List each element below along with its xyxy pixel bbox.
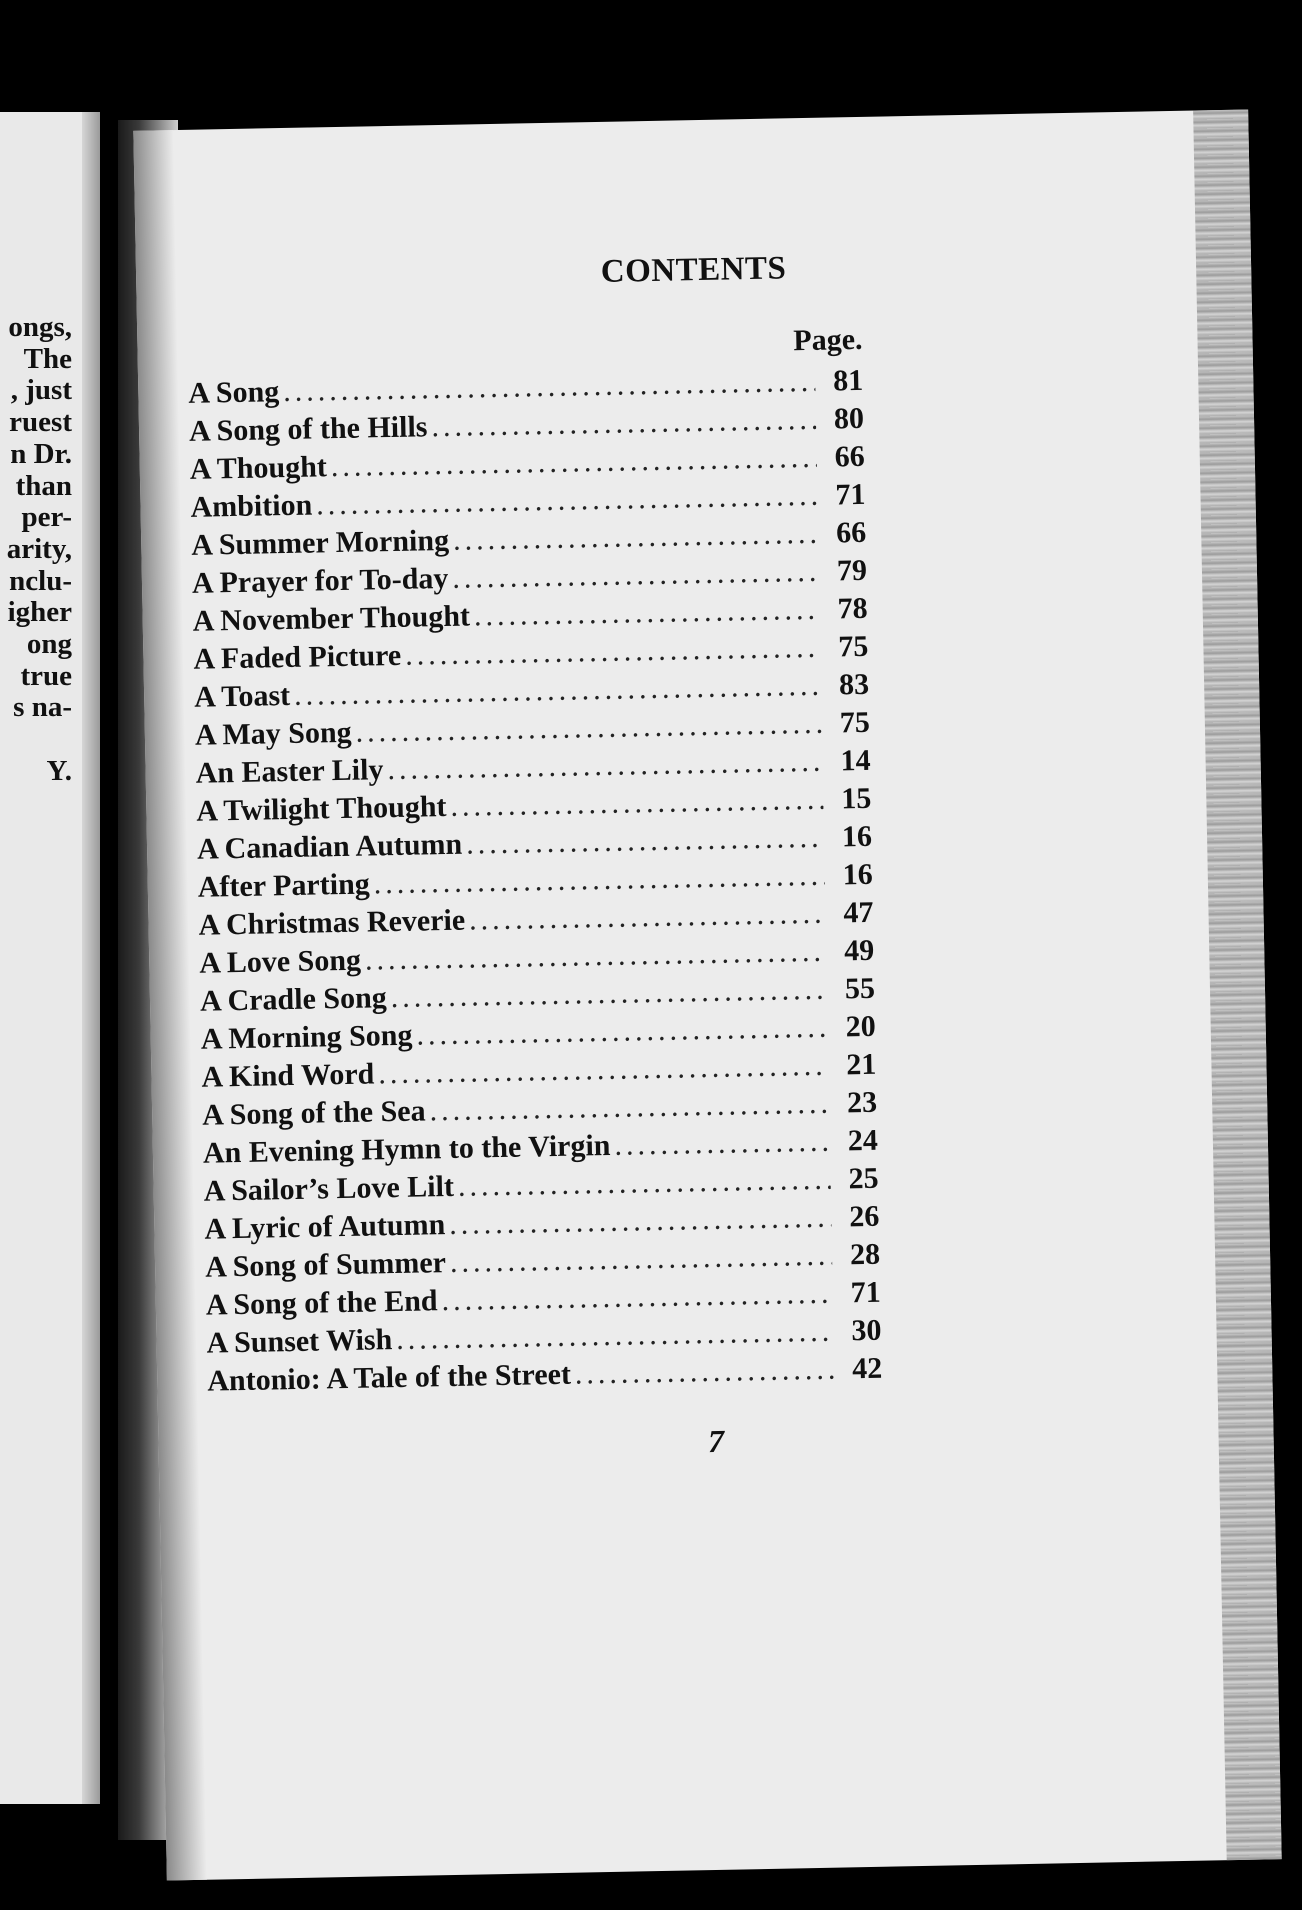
toc-entry-page: 24 <box>847 1123 879 1158</box>
toc-entry-page: 47 <box>843 895 874 930</box>
toc-entry-title: A Song of the End <box>205 1284 438 1322</box>
toc-entry-title: Ambition <box>190 488 313 524</box>
toc-entry-page: 81 <box>832 363 864 398</box>
toc-entry-title: Antonio: A Tale of the Street <box>207 1357 572 1398</box>
page-column-header: Page. <box>792 322 863 358</box>
toc-entry-title: A Kind Word <box>201 1057 375 1094</box>
table-of-contents <box>187 322 883 1401</box>
text-line: per- <box>21 501 72 534</box>
text-line: s na- <box>13 691 72 724</box>
toc-entries <box>188 362 883 1401</box>
toc-entry-title: A Christmas Reverie <box>198 903 466 942</box>
toc-entry-page: 14 <box>840 743 871 778</box>
toc-entry-title: After Parting <box>197 867 371 904</box>
toc-entry-title: A Sunset Wish <box>206 1323 393 1360</box>
dot-leader <box>614 1123 830 1165</box>
toc-entry-page: 71 <box>835 477 866 512</box>
text-line: nclu- <box>9 564 72 597</box>
toc-entry-page: 75 <box>839 705 871 740</box>
toc-entry-title: An Evening Hymn to the Virgin <box>202 1128 611 1170</box>
toc-entry-title: A Toast <box>193 678 291 714</box>
toc-entry-page: 83 <box>838 667 870 702</box>
toc-entry-title: A Song of Summer <box>204 1246 447 1284</box>
toc-entry-title: A Song of the Hills <box>188 410 428 448</box>
toc-entry-page: 80 <box>833 401 865 436</box>
toc-entry-page: 75 <box>838 629 869 664</box>
text-line: true <box>20 659 72 692</box>
toc-entry-page: 42 <box>851 1351 883 1386</box>
toc-entry-page: 66 <box>834 439 866 474</box>
toc-entry-page: 20 <box>845 1009 876 1044</box>
toc-entry-page: 79 <box>836 553 868 588</box>
text-line: ong <box>26 628 72 661</box>
toc-entry-title: A Lyric of Autumn <box>204 1208 446 1246</box>
toc-entry-page: 23 <box>846 1085 878 1120</box>
text-line: igher <box>7 596 72 629</box>
toc-entry-title: A Canadian Autumn <box>196 827 463 866</box>
toc-entry-page: 78 <box>837 591 868 626</box>
text-line: The <box>23 342 72 375</box>
toc-entry-title: A Morning Song <box>200 1018 413 1056</box>
dot-leader <box>474 591 820 636</box>
toc-entry-title: A Prayer for To-day <box>191 561 449 600</box>
text-line: , just <box>10 374 72 407</box>
contents-page <box>133 109 1281 1880</box>
toc-entry-title: A May Song <box>194 715 352 752</box>
toc-entry-page: 30 <box>851 1313 882 1348</box>
toc-entry-page: 55 <box>844 971 876 1006</box>
toc-entry-page: 71 <box>850 1275 882 1310</box>
toc-entry-page: 28 <box>849 1237 881 1272</box>
toc-entry-page: 49 <box>843 933 875 968</box>
page-edge <box>1193 109 1282 1860</box>
text-line: ongs, <box>8 311 72 343</box>
text-line: n Dr. <box>10 437 72 470</box>
text-line: ruest <box>9 406 72 439</box>
dot-leader <box>575 1351 835 1394</box>
toc-entry-title: A Song of the Sea <box>201 1094 426 1132</box>
text-line: than <box>15 469 72 502</box>
toc-entry-title: A Summer Morning <box>190 523 450 562</box>
toc-entry-title: A Thought <box>189 450 328 486</box>
toc-entry-title: A Love Song <box>198 943 362 980</box>
toc-entry-title: A November Thought <box>192 599 471 638</box>
toc-entry-title: A Cradle Song <box>199 981 388 1018</box>
text-line <box>7 724 72 756</box>
toc-entry-page: 25 <box>848 1161 879 1196</box>
toc-entry-page: 16 <box>841 819 873 854</box>
toc-entry-page: 26 <box>848 1199 880 1234</box>
toc-entry-page: 21 <box>846 1047 877 1082</box>
toc-entry-title: A Song <box>188 375 280 410</box>
toc-entry-page: 15 <box>840 781 872 816</box>
page-title: CONTENTS <box>600 250 787 290</box>
toc-entry-title: A Faded Picture <box>193 638 402 676</box>
previous-page-fragment <box>0 112 100 1804</box>
page-number: 7 <box>707 1422 725 1460</box>
toc-entry-title: A Twilight Thought <box>196 789 447 828</box>
toc-entry-title: A Sailor’s Love Lilt <box>203 1169 455 1208</box>
page-fold-shadow <box>82 112 100 1804</box>
toc-entry-title: An Easter Lily <box>195 753 384 790</box>
text-line: Y. <box>46 754 72 787</box>
previous-page-text <box>7 312 72 788</box>
text-line: arity, <box>6 532 72 565</box>
toc-entry-page: 66 <box>835 515 867 550</box>
toc-entry-page: 16 <box>842 857 874 892</box>
